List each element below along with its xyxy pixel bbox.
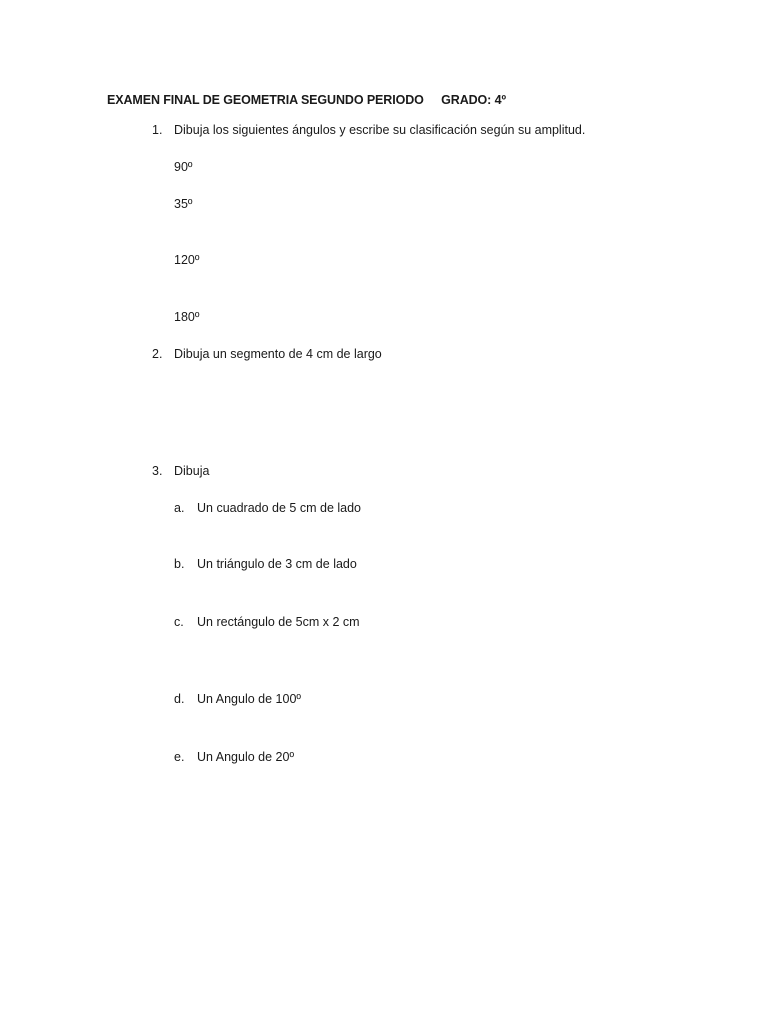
- question-2-text: Dibuja un segmento de 4 cm de largo: [174, 347, 382, 361]
- question-3-text: Dibuja: [174, 464, 210, 478]
- angle-item-3: 120º: [174, 253, 200, 267]
- subitem-b-letter: b.: [174, 557, 185, 571]
- subitem-c-letter: c.: [174, 615, 184, 629]
- exam-title-grade: GRADO: 4º: [441, 93, 506, 107]
- question-3-number: 3.: [152, 464, 163, 478]
- subitem-a-text: Un cuadrado de 5 cm de lado: [197, 501, 361, 515]
- subitem-d-letter: d.: [174, 692, 185, 706]
- angle-item-4: 180º: [174, 310, 200, 324]
- subitem-b-text: Un triángulo de 3 cm de lado: [197, 557, 357, 571]
- question-1-number: 1.: [152, 123, 163, 137]
- question-2-number: 2.: [152, 347, 163, 361]
- angle-item-2: 35º: [174, 197, 193, 211]
- question-1-text: Dibuja los siguientes ángulos y escribe su clasificación según su amplitud.: [174, 123, 586, 137]
- exam-title: [107, 92, 506, 108]
- subitem-e-text: Un Angulo de 20º: [197, 750, 295, 764]
- angle-item-1: 90º: [174, 160, 193, 174]
- subitem-c-text: Un rectángulo de 5cm x 2 cm: [197, 615, 360, 629]
- subitem-d-text: Un Angulo de 100º: [197, 692, 301, 706]
- subitem-e-letter: e.: [174, 750, 185, 764]
- subitem-a-letter: a.: [174, 501, 185, 515]
- exam-title-main: EXAMEN FINAL DE GEOMETRIA SEGUNDO PERIODO: [107, 93, 424, 107]
